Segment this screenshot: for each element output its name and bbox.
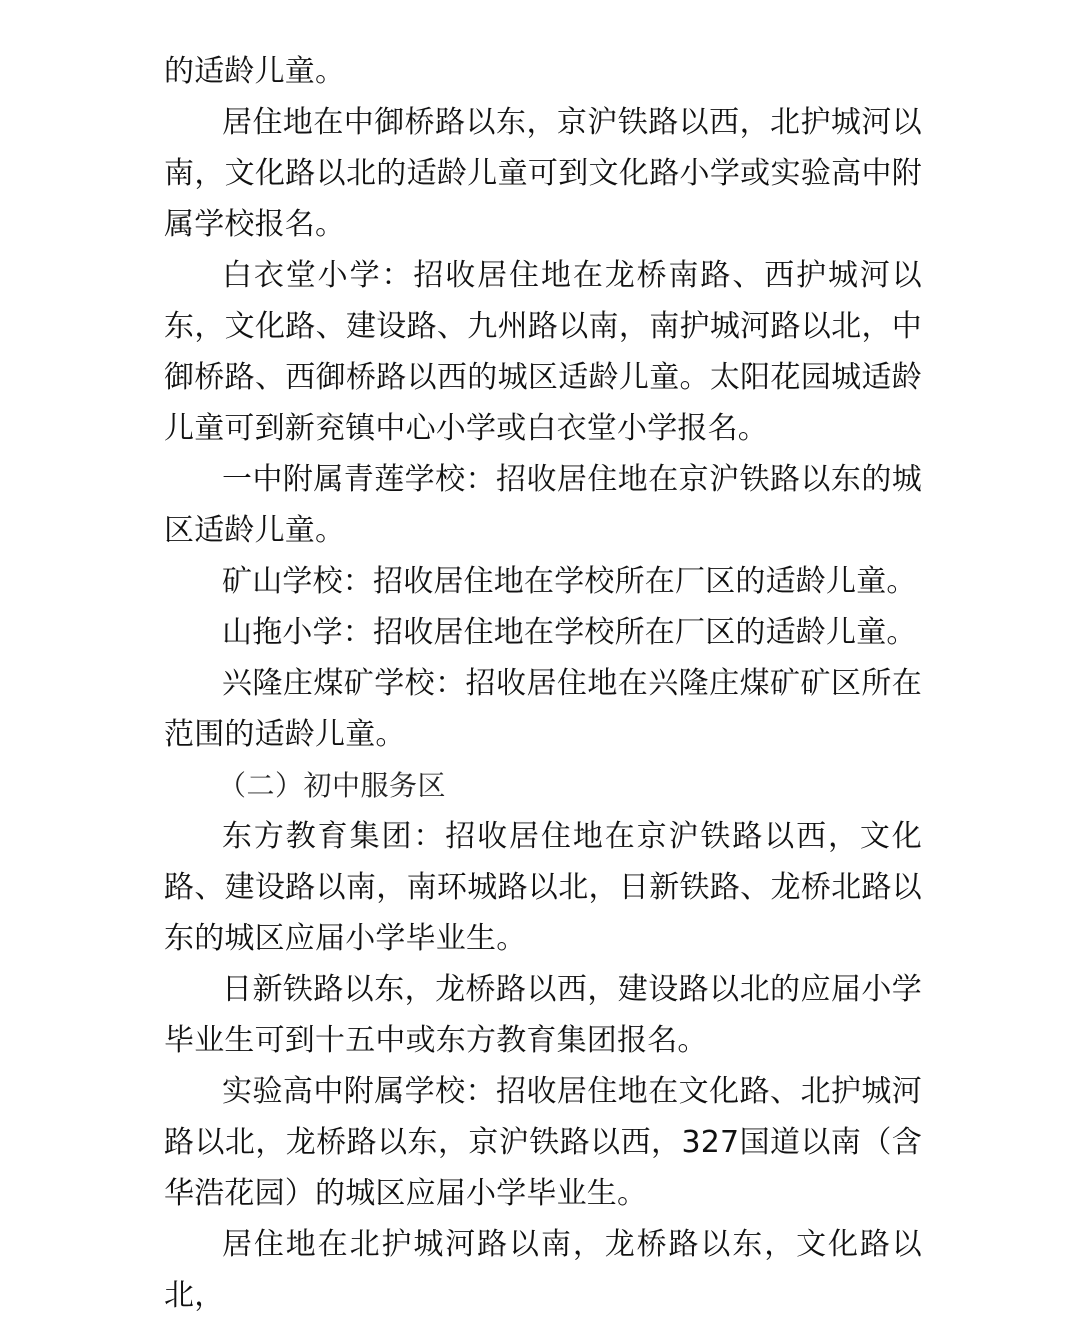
paragraph-dongfang-group: 东方教育集团：招收居住地在京沪铁路以西，文化路、建设路以南，南环城路以北，日新铁路、龙桥北路以东的城区应届小学毕业生。 xyxy=(164,819,922,956)
paragraph-shantuo-school: 山拖小学：招收居住地在学校所在厂区的适龄儿童。 xyxy=(222,615,917,650)
paragraph-experimental-high-school: 实验高中附属学校：招收居住地在文化路、北护城河路以北，龙桥路以东，京沪铁路以西，327国道以南（含华浩花园）的城区应届小学毕业生。 xyxy=(164,1074,922,1211)
paragraph-north-moat-road: 居住地在北护城河路以南，龙桥路以东，文化路以北， xyxy=(164,1227,922,1313)
paragraph-wenhua-road: 居住地在中御桥路以东，京沪铁路以西，北护城河以南，文化路以北的适龄儿童可到文化路小学或实验高中附属学校报名。 xyxy=(164,105,922,242)
document-body xyxy=(164,46,922,1321)
paragraph-rixin-railway: 日新铁路以东，龙桥路以西，建设路以北的应届小学毕业生可到十五中或东方教育集团报名。 xyxy=(164,972,922,1058)
paragraph-baiyitang-school: 白衣堂小学：招收居住地在龙桥南路、西护城河以东，文化路、建设路、九州路以南，南护城河路以北，中御桥路、西御桥路以西的城区适龄儿童。太阳花园城适龄儿童可到新兖镇中心小学或白衣堂小学报名。 xyxy=(164,258,922,446)
paragraph-qinglian-school: 一中附属青莲学校：招收居住地在京沪铁路以东的城区适龄儿童。 xyxy=(164,462,922,548)
section-heading-middle-school: （二）初中服务区 xyxy=(218,769,447,802)
paragraph-continuation: 的适龄儿童。 xyxy=(164,54,346,89)
paragraph-kuangshan-school: 矿山学校：招收居住地在学校所在厂区的适龄儿童。 xyxy=(222,564,917,599)
paragraph-xinglongzhuang-school: 兴隆庄煤矿学校：招收居住地在兴隆庄煤矿矿区所在范围的适龄儿童。 xyxy=(164,666,922,752)
